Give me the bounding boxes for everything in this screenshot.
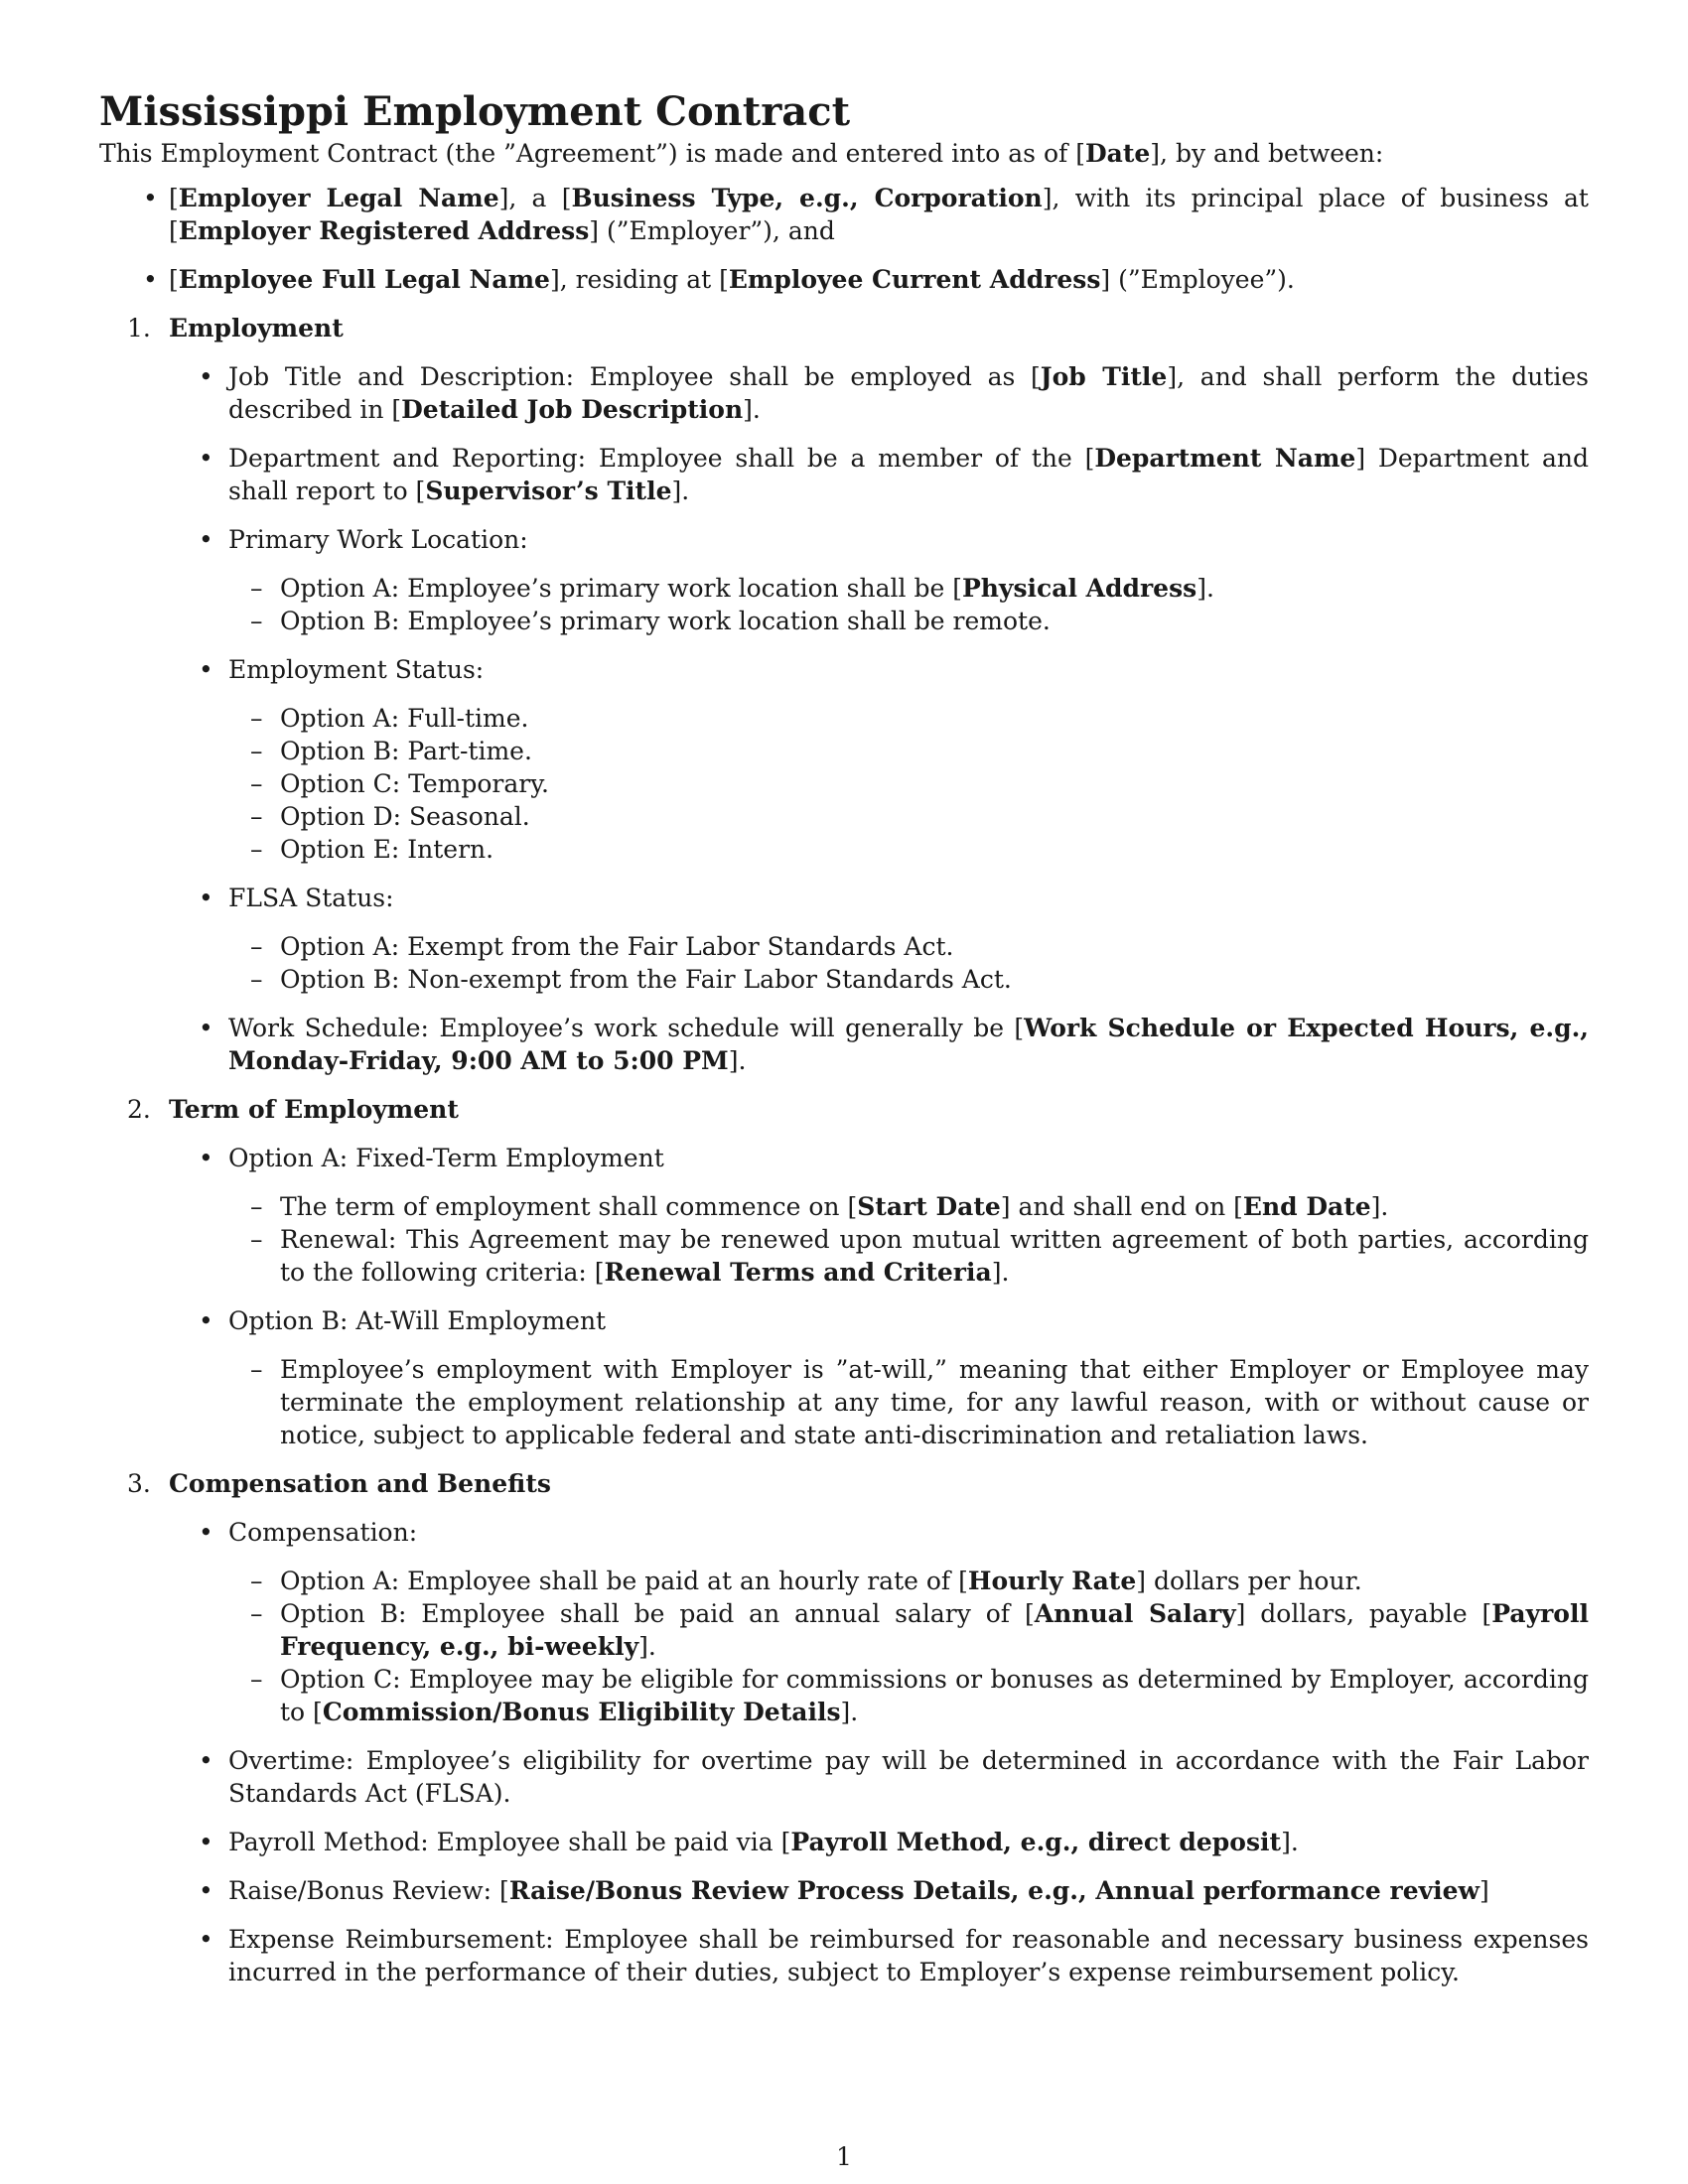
flsa-options — [228, 930, 1589, 996]
status-option: – Option D: Seasonal. — [228, 800, 1589, 833]
status-options — [228, 702, 1589, 866]
parties-list — [99, 182, 1589, 296]
location-options — [228, 572, 1589, 637]
section-compensation — [99, 1467, 1589, 1988]
item-job-title: • Job Title and Description: Employee shall be employed as [Job Title], and shall perform the duties described in [Detailed Job Description]. — [169, 360, 1589, 426]
item-work-location: • Primary Work Location: – Option A: Employee’s primary work location shall be [Physical Address]. – Option B: Employee’s primary work location shall be remote. — [169, 523, 1589, 637]
employee-address-field: Employee Current Address — [728, 265, 1101, 294]
status-option: – Option E: Intern. — [228, 833, 1589, 866]
status-option: – Option B: Part-time. — [228, 735, 1589, 767]
comp-option-c: – Option C: Employee may be eligible for commissions or bonuses as determined by Employer, according to [Commission/Bonus Eligibility Details]. — [228, 1663, 1589, 1728]
page-number: 1 — [836, 2142, 852, 2171]
item-overtime: • Overtime: Employee’s eligibility for overtime pay will be determined in accordance with the Fair Labor Standards Act (FLSA). — [169, 1744, 1589, 1810]
status-option: – Option C: Temporary. — [228, 767, 1589, 800]
item-work-schedule: • Work Schedule: Employee’s work schedule will generally be [Work Schedule or Expected Hours, e.g., Monday-Friday, 9:00 AM to 5:00 PM]. — [169, 1012, 1589, 1077]
term-renewal: – Renewal: This Agreement may be renewed upon mutual written agreement of both parties, according to the following criteria: [Renewal Terms and Criteria]. — [228, 1223, 1589, 1289]
term-commence: – The term of employment shall commence on [Start Date] and shall end on [End Date]. — [228, 1190, 1589, 1223]
section-items — [169, 1516, 1589, 1988]
item-flsa-status: • FLSA Status: – Option A: Exempt from the Fair Labor Standards Act. – Option B: Non-exempt from the Fair Labor Standards Act. — [169, 882, 1589, 996]
section-number: 3. — [127, 1469, 151, 1498]
item-department: • Department and Reporting: Employee shall be a member of the [Department Name] Department and shall report to [Supervisor’s Title]. — [169, 442, 1589, 507]
section-title: Employment — [169, 314, 344, 342]
compensation-options — [228, 1565, 1589, 1728]
flsa-option: – Option B: Non-exempt from the Fair Labor Standards Act. — [228, 963, 1589, 996]
employer-address-field: Employer Registered Address — [178, 216, 590, 245]
section-title: Term of Employment — [169, 1095, 459, 1124]
section-title: Compensation and Benefits — [169, 1469, 551, 1498]
business-type-field: Business Type, e.g., Corporation — [571, 184, 1043, 212]
item-raise-review: • Raise/Bonus Review: [Raise/Bonus Review Process Details, e.g., Annual performance review] — [169, 1874, 1589, 1907]
at-will-details — [228, 1353, 1589, 1451]
employee-name-field: Employee Full Legal Name — [178, 265, 550, 294]
item-expense-reimbursement: • Expense Reimbursement: Employee shall be reimbursed for reasonable and necessary business expenses incurred in the performance of their duties, subject to Employer’s expense reimbursement policy. — [169, 1923, 1589, 1988]
item-compensation: • Compensation: – Option A: Employee shall be paid at an hourly rate of [Hourly Rate] dollars per hour. – Option B: Employee shall be paid an annual salary of [Annual Salary] dollars, payable [Payroll Frequency, e.g., bi-weekly]. – Option C: Employee may be eligible for commissions or bonuses as determined by Employer, according to [Commission/Bonus Eligibility Details]. — [169, 1516, 1589, 1728]
item-at-will: • Option B: At-Will Employment – Employee’s employment with Employer is ”at-will,” meaning that either Employer or Employee may terminate the employment relationship at any time, for any lawful reason, with or without cause or notice, subject to applicable federal and state anti-discrimination and retaliation laws. — [169, 1304, 1589, 1451]
item-employment-status: • Employment Status: – Option A: Full-time. – Option B: Part-time. – Option C: Temporary. – Option D: Seasonal. – Option E: Intern. — [169, 653, 1589, 866]
section-number: 1. — [127, 314, 151, 342]
party-employer: • [Employer Legal Name], a [Business Type, e.g., Corporation], with its principal place of business at [Employer Registered Address] (”Employer”), and — [99, 182, 1589, 247]
page-title: Mississippi Employment Contract — [99, 88, 851, 135]
comp-option-a: – Option A: Employee shall be paid at an hourly rate of [Hourly Rate] dollars per hour. — [228, 1565, 1589, 1597]
intro-paragraph: This Employment Contract (the ”Agreement”) is made and entered into as of [Date], by and between: — [99, 139, 1384, 168]
sections-list — [99, 312, 1589, 1988]
section-number: 2. — [127, 1095, 151, 1124]
fixed-term-details — [228, 1190, 1589, 1289]
comp-option-b: – Option B: Employee shall be paid an annual salary of [Annual Salary] dollars, payable [Payroll Frequency, e.g., bi-weekly]. — [228, 1597, 1589, 1663]
item-fixed-term: • Option A: Fixed-Term Employment – The term of employment shall commence on [Start Date] and shall end on [End Date]. – Renewal: This Agreement may be renewed upon mutual written agreement of both parties, according to the following criteria: [Renewal Terms and Criteria]. — [169, 1142, 1589, 1289]
section-employment — [99, 312, 1589, 1077]
date-field: Date — [1084, 139, 1151, 168]
status-option: – Option A: Full-time. — [228, 702, 1589, 735]
item-payroll-method: • Payroll Method: Employee shall be paid via [Payroll Method, e.g., direct deposit]. — [169, 1826, 1589, 1858]
employer-name-field: Employer Legal Name — [178, 184, 499, 212]
section-term — [99, 1093, 1589, 1451]
location-option-a: – Option A: Employee’s primary work location shall be [Physical Address]. — [228, 572, 1589, 605]
section-items — [169, 1142, 1589, 1451]
flsa-option: – Option A: Exempt from the Fair Labor Standards Act. — [228, 930, 1589, 963]
party-employee: • [Employee Full Legal Name], residing at [Employee Current Address] (”Employee”). — [99, 263, 1589, 296]
at-will-text: – Employee’s employment with Employer is ”at-will,” meaning that either Employer or Employee may terminate the employment relationship at any time, for any lawful reason, with or without cause or notice, subject to applicable federal and state anti-discrimination and retaliation laws. — [228, 1353, 1589, 1451]
section-items — [169, 360, 1589, 1077]
document-body — [99, 87, 1589, 1988]
location-option-b: – Option B: Employee’s primary work location shall be remote. — [228, 605, 1589, 637]
